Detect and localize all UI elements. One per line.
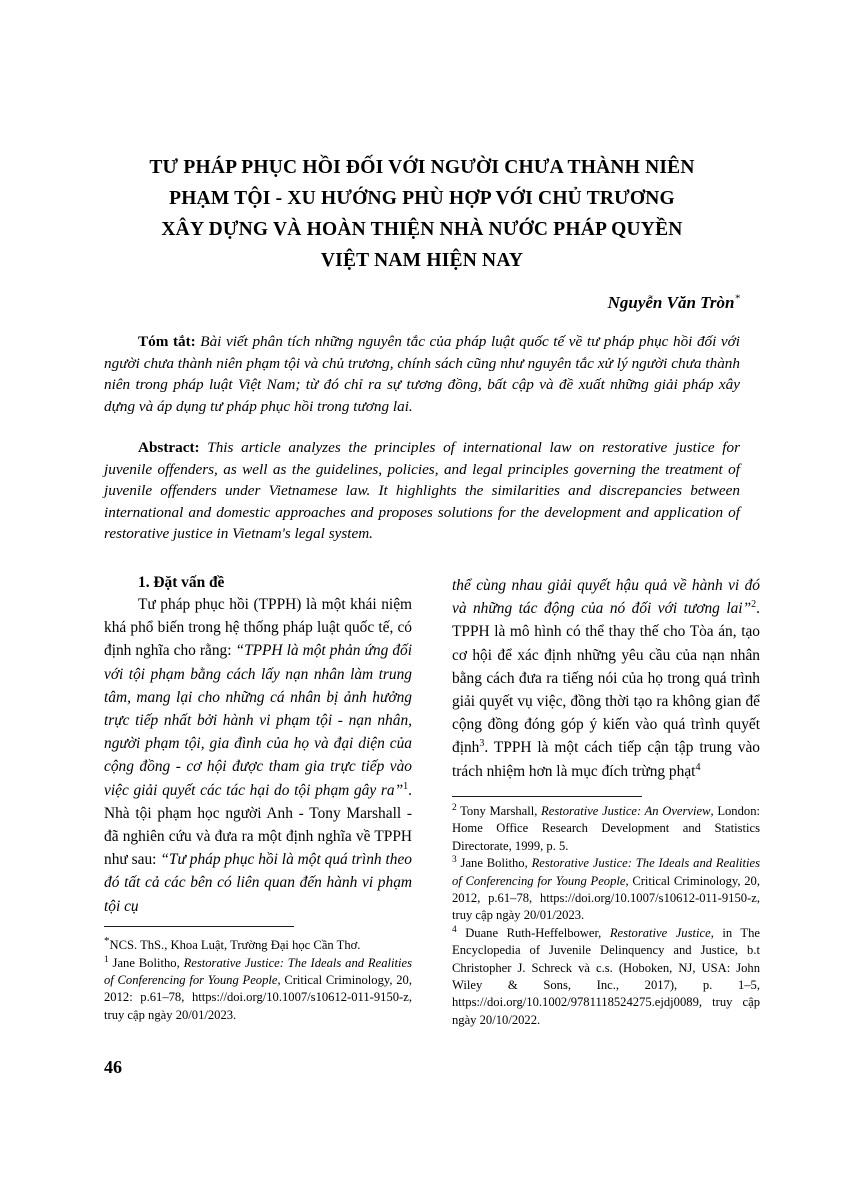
footnote-3-author: Jane Bolitho, xyxy=(460,856,532,871)
left-text-2: . Nhà tội phạm học người Anh - Tony Marshall - đã nghiên cứu và đưa ra một định nghĩa về TPPH như sau: xyxy=(104,781,412,869)
footnote-3-marker: 3 xyxy=(452,855,457,866)
abstract-en-text: This article analyzes the principles of international law on restorative justice for juvenile offenders, as well as the guidelines, policies, and legal principles governing the treatment of juvenile offenders under Vietnamese law. It highlights the similarities and discrepancies between international and domestic approaches and proposes solutions for the development and application of restorative justice in Vietnam's legal system. xyxy=(104,439,741,543)
title-line-2: PHẠM TỘI - XU HƯỚNG PHÙ HỢP VỚI CHỦ TRƯƠNG xyxy=(169,188,675,209)
footnote-4-title: Restorative Justice xyxy=(609,925,711,940)
right-quote-2-cont: thể cùng nhau giải quyết hậu quả về hành vi đó và những tác động của nó đối với tương lai” xyxy=(452,577,760,618)
page-number: 46 xyxy=(104,1057,122,1077)
body-column-right xyxy=(452,574,760,783)
footnote-3-title: Restorative Justice: The Ideals and Realities of Conferencing for Young People xyxy=(452,856,760,888)
footnote-2-marker: 2 xyxy=(452,802,457,813)
page-title xyxy=(104,152,740,276)
footnote-2-author: Tony Marshall, xyxy=(460,804,542,818)
footnote-ref-4[interactable]: 4 xyxy=(695,761,701,773)
footnote-4-author: Duane Ruth-Heffelbower, xyxy=(465,925,610,940)
body-column-left xyxy=(104,574,412,918)
footnote-1 xyxy=(104,955,412,1025)
footnote-2-rest: , London: Home Office Research Development and Statistics Directorate, 1999, p. 5. xyxy=(452,804,760,853)
author-byline xyxy=(104,292,740,313)
body-paragraph-left xyxy=(104,593,412,918)
left-quote-2: “Tư pháp phục hồi là một quá trình theo đó tất cả các bên có liên quan đến hành vi phạm tội cụ xyxy=(104,851,412,915)
abstract-english xyxy=(104,437,740,545)
footnote-star-marker: * xyxy=(104,935,110,947)
abstract-vietnamese xyxy=(104,331,740,417)
footnote-star xyxy=(104,933,412,955)
footnote-separator-right xyxy=(452,796,642,797)
abstract-vi-text: Bài viết phân tích những nguyên tắc của pháp luật quốc tế về tư pháp phục hồi đối với người chưa thành niên phạm tội và chủ trương, chính sách cũng như nguyên tắc xử lý người chưa thành niên trong pháp luật Việt Nam; từ đó chỉ ra sự tương đồng, bất cập và đề xuất những giải pháp xây dựng và áp dụng tư pháp phục hồi trong tương lai. xyxy=(104,333,740,415)
footnote-2-title: Restorative Justice: An Overview xyxy=(541,804,711,818)
left-quote-1: “TPPH là một phản ứng đối với tội phạm bằng cách lấy nạn nhân làm trung tâm, mang lại cho những cá nhân bị ảnh hưởng trực tiếp nhất bởi hành vi phạm tội - nạn nhân, người phạm tội, gia đình của họ và đại diện của cộng đồng - cơ hội được tham gia trực tiếp vào việc giải quyết các tác hại do tội phạm gây ra” xyxy=(104,642,412,799)
footnote-ref-1[interactable]: 1 xyxy=(403,780,409,792)
abstract-en-label: Abstract: xyxy=(138,439,200,456)
footnote-1-rest: , Critical Criminology, 20, 2012: p.61–78, https://doi.org/10.1007/s10612-011-9150-z, truy cập ngày 20/01/2023. xyxy=(104,973,412,1022)
footnote-1-marker: 1 xyxy=(104,954,109,965)
author-footnote-marker: * xyxy=(734,292,740,304)
footnote-1-author: Jane Bolitho, xyxy=(112,955,184,970)
footnote-3 xyxy=(452,855,760,925)
footnote-4-rest: , in The Encyclopedia of Juvenile Delinquency and Justice, b.t Christopher J. Schreck và c.s. (Hoboken, NJ, USA: John Wiley & Sons, Inc., 2017), p. 1–5, https://doi.org/10.1002/9781118524275.ejdj0089, truy cập ngày 20/10/2022. xyxy=(452,925,761,1027)
footnote-separator-left xyxy=(104,926,294,927)
footnote-4 xyxy=(452,925,760,1029)
footnote-1-title: Restorative Justice: The Ideals and Realities of Conferencing for Young People xyxy=(104,955,412,987)
author-name-text: Nguyễn Văn Tròn xyxy=(607,292,735,312)
body-paragraph-right xyxy=(452,574,760,783)
footnotes-right xyxy=(452,796,760,1029)
author-name xyxy=(608,293,740,312)
right-text-2: . TPPH là một cách tiếp cận tập trung vào trách nhiệm hơn là mục đích trừng phạt xyxy=(452,739,760,780)
title-line-3: XÂY DỰNG VÀ HOÀN THIỆN NHÀ NƯỚC PHÁP QUYỀN xyxy=(161,219,683,240)
abstract-vi-label: Tóm tắt: xyxy=(138,333,196,350)
footnote-4-marker: 4 xyxy=(452,924,457,935)
footnote-ref-2[interactable]: 2 xyxy=(751,599,757,611)
footnote-star-text: NCS. ThS., Khoa Luật, Trường Đại học Cần Thơ. xyxy=(109,938,361,953)
section-heading-1: 1. Đặt vấn đề xyxy=(138,574,225,591)
right-text-1: . TPPH là mô hình có thể thay thế cho Tòa án, tạo cơ hội để xác định những yêu cầu của nạn nhân bằng cách đưa ra tiếng nói của họ trong quá trình giải quyết vụ việc, đồng thời tạo ra không gian để cộng đồng đóng góp ý kiến vào quá trình quyết định xyxy=(452,600,760,757)
title-line-4: VIỆT NAM HIỆN NAY xyxy=(320,250,524,271)
left-text-1: Tư pháp phục hồi (TPPH) là một khái niệm khá phổ biến trong hệ thống pháp luật quốc tế, có định nghĩa cho rằng: xyxy=(104,596,412,660)
footnotes-left xyxy=(104,926,412,1024)
footnote-2 xyxy=(452,803,760,855)
footnote-3-rest: , Critical Criminology, 20, 2012, p.61–78, https://doi.org/10.1007/s10612-011-9150-z, truy cập ngày 20/01/2023. xyxy=(452,873,760,923)
footnote-ref-3[interactable]: 3 xyxy=(479,738,485,750)
title-line-1: TƯ PHÁP PHỤC HỒI ĐỐI VỚI NGƯỜI CHƯA THÀNH NIÊN xyxy=(149,157,695,178)
